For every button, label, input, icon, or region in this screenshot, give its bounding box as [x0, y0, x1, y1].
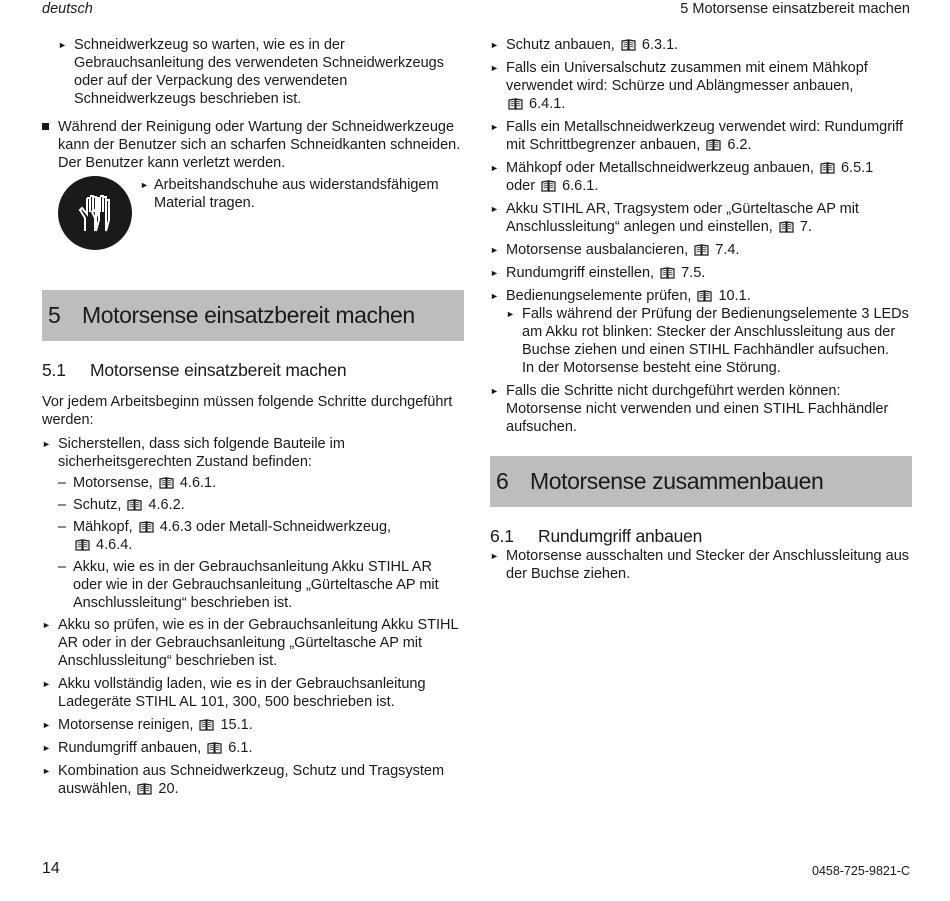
bullet-triangle-icon: ►	[490, 268, 499, 278]
gloves-icon	[58, 176, 132, 250]
dash-item: – Motorsense, 4.6.1.	[58, 475, 217, 491]
list-item: ► Rundumgriff anbauen, 6.1.	[42, 740, 253, 756]
list-item: ► Motorsense ausschalten und Stecker der Anschlussleitung aus der Buchse ziehen.	[490, 548, 910, 582]
right-column	[490, 36, 912, 588]
glove-block	[42, 176, 464, 256]
bullet-triangle-icon: ►	[490, 291, 499, 301]
header-language: deutsch	[42, 1, 93, 17]
book-icon	[779, 221, 794, 233]
book-icon	[199, 719, 214, 731]
subsection-heading-5-1: 5.1 Motorsense einsatzbereit machen	[42, 360, 347, 380]
list-item: ► Mähkopf oder Metallschneidwerkzeug anbauen, 6.5.1 oder 6.6.1.	[490, 160, 874, 194]
book-icon	[508, 98, 523, 110]
list-item: ► Akku so prüfen, wie es in der Gebrauchsanleitung Akku STIHL AR oder in der Gebrauchsanleitung „Gürteltasche AP mit Anschlussleitung“ beschrieben ist.	[42, 617, 459, 669]
book-icon	[697, 290, 712, 302]
square-bullet-icon	[42, 123, 49, 130]
list-item: ► Schutz anbauen, 6.3.1.	[490, 37, 679, 53]
bullet-triangle-icon: ►	[490, 40, 499, 50]
list-item: ► Akku STIHL AR, Tragsystem oder „Gürteltasche AP mit Anschlussleitung“ anlegen und einstellen, 7.	[490, 201, 859, 235]
bullet-triangle-icon: ►	[42, 720, 51, 730]
document-code: 0458-725-9821-C	[812, 864, 910, 878]
book-icon	[137, 783, 152, 795]
bullet-triangle-icon: ►	[58, 40, 67, 50]
book-icon	[207, 742, 222, 754]
list-item: ► Sicherstellen, dass sich folgende Bauteile im sicherheitsgerechten Zustand befinden:	[42, 436, 345, 470]
list-item: ► Akku vollständig laden, wie es in der Gebrauchsanleitung Ladegeräte STIHL AL 101, 300, 500 beschrieben ist.	[42, 676, 426, 710]
bullet-triangle-icon: ►	[490, 63, 499, 73]
left-column	[42, 36, 464, 803]
bullet-triangle-icon: ►	[140, 180, 149, 190]
header-chapter: 5 Motorsense einsatzbereit machen	[680, 1, 910, 17]
list-item: ► Arbeitshandschuhe aus widerstandsfähigem Material tragen.	[140, 177, 439, 211]
page-number: 14	[42, 860, 60, 877]
list-item: ► Rundumgriff einstellen, 7.5.	[490, 265, 706, 281]
list-item: ► Falls die Schritte nicht durchgeführt werden können: Motorsense nicht verwenden und einen STIHL Fachhändler aufsuchen.	[490, 383, 889, 435]
list-item: ► Schneidwerkzeug so warten, wie es in der Gebrauchsanleitung des verwendeten Schneidwerkzeugs oder auf der Verpackung des verwendeten Schneidwerkzeugs beschrieben ist.	[58, 37, 444, 107]
bullet-triangle-icon: ►	[490, 551, 499, 561]
bullet-triangle-icon: ►	[490, 386, 499, 396]
warning-item: Während der Reinigung oder Wartung der Schneidwerkzeuge kann der Benutzer sich an scharfen Schneidkanten schneiden. Der Benutzer kann verletzt werden.	[42, 118, 464, 172]
section-heading-6: 6 Motorsense zusammenbauen	[490, 456, 912, 507]
bullet-triangle-icon: ►	[42, 679, 51, 689]
dash-item: – Schutz, 4.6.2.	[58, 497, 185, 513]
bullet-triangle-icon: ►	[490, 204, 499, 214]
book-icon	[75, 539, 90, 551]
book-icon	[820, 162, 835, 174]
book-icon	[139, 521, 154, 533]
bullet-triangle-icon: ►	[42, 439, 51, 449]
intro-paragraph: Vor jedem Arbeitsbeginn müssen folgende Schritte durchgeführt werden:	[42, 394, 453, 428]
book-icon	[706, 139, 721, 151]
list-item: ► Kombination aus Schneidwerkzeug, Schutz und Tragsystem auswählen, 20.	[42, 763, 445, 797]
list-item: ► Bedienungselemente prüfen, 10.1.	[490, 288, 751, 304]
dash-item: – Akku, wie es in der Gebrauchsanleitung Akku STIHL AR oder wie in der Gebrauchsanleitung „Gürteltasche AP mit Anschlussleitung“ beschrieben ist.	[58, 559, 439, 611]
bullet-triangle-icon: ►	[42, 766, 51, 776]
book-icon	[660, 267, 675, 279]
book-icon	[159, 477, 174, 489]
bullet-triangle-icon: ►	[42, 743, 51, 753]
bullet-triangle-icon: ►	[490, 245, 499, 255]
dash-item: – Mähkopf, 4.6.3 oder Metall-Schneidwerkzeug, 4.6.4.	[58, 519, 392, 553]
subsection-heading-6-1: 6.1 Rundumgriff anbauen	[490, 526, 703, 546]
bullet-triangle-icon: ►	[490, 122, 499, 132]
list-item: ► Falls ein Metallschneidwerkzeug verwendet wird: Rundumgriff mit Schrittbegrenzer anbauen, 6.2.	[490, 119, 904, 153]
book-icon	[541, 180, 556, 192]
section-heading-5: 5 Motorsense einsatzbereit machen	[42, 290, 464, 341]
list-item: ► Motorsense ausbalancieren, 7.4.	[490, 242, 740, 258]
bullet-triangle-icon: ►	[490, 163, 499, 173]
list-item: ► Motorsense reinigen, 15.1.	[42, 717, 253, 733]
bullet-triangle-icon: ►	[506, 309, 515, 319]
list-item: ► Falls ein Universalschutz zusammen mit einem Mähkopf verwendet wird: Schürze und Ablängmesser anbauen, 6.4.1.	[490, 60, 868, 112]
sub-list-item: ► Falls während der Prüfung der Bedienungselemente 3 LEDs am Akku rot blinken: Stecker der Anschlussleitung aus der Buchse ziehen und einen STIHL Fachhändler aufsuchen. In der Motorsense besteht eine Störung.	[506, 306, 909, 376]
book-icon	[621, 39, 636, 51]
book-icon	[694, 244, 709, 256]
book-icon	[127, 499, 142, 511]
bullet-triangle-icon: ►	[42, 620, 51, 630]
